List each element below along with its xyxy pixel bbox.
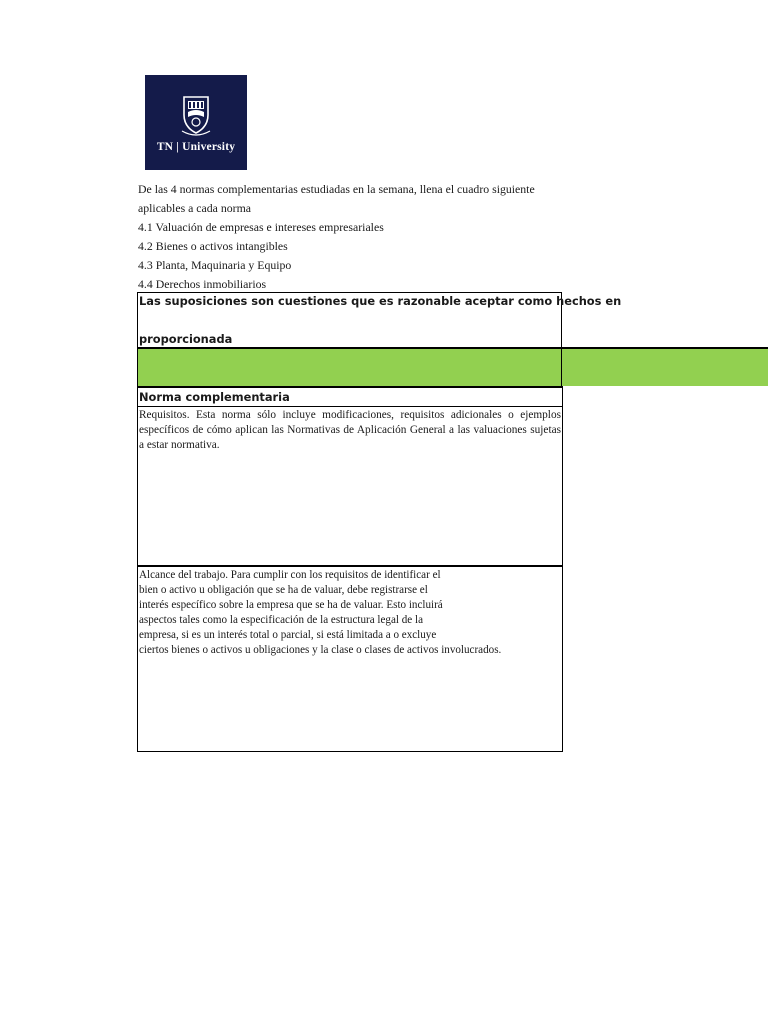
norm-item-4-4: 4.4 Derechos inmobiliarios: [138, 277, 267, 291]
norms-table: [137, 386, 563, 752]
norm-item-4-3: 4.3 Planta, Maquinaria y Equipo: [138, 258, 292, 272]
instruction-line: De las 4 normas complementarias estudiadas en la semana, llena el cuadro siguiente: [138, 182, 535, 196]
assumptions-line-2: proporcionada: [139, 332, 233, 346]
table-cell-alcance: [138, 567, 562, 751]
instruction-line: aplicables a cada norma: [138, 201, 251, 215]
table-cell-requisitos: Requisitos. Esta norma sólo incluye modificaciones, requisitos adicionales o ejemplos específicos de cómo aplican las Normativas de Aplicación General a las valuaciones sujetas a estar normativa.: [138, 407, 562, 567]
cell-line: interés específico sobre la empresa que se ha de valuar. Esto incluirá: [139, 599, 443, 611]
column-header: Norma complementaria: [138, 388, 562, 407]
university-crest-icon: [179, 93, 213, 137]
university-logo: [145, 75, 247, 170]
cell-line: bien o activo u obligación que se ha de valuar, debe registrarse el: [139, 584, 428, 596]
cell-line: ciertos bienes o activos u obligaciones y la clase o clases de activos involucrados.: [139, 644, 502, 656]
assumptions-header: [137, 292, 622, 348]
norm-item-4-2: 4.2 Bienes o activos intangibles: [138, 239, 288, 253]
cell-line: empresa, si es un interés total o parcial, si está limitada a o excluye: [139, 629, 437, 641]
green-cell-border: [137, 347, 562, 386]
instructions: [138, 180, 568, 294]
cell-line: aspectos tales como la especificación de la estructura legal de la: [139, 614, 423, 626]
norm-item-4-1: 4.1 Valuación de empresas e intereses empresariales: [138, 220, 384, 234]
cell-line: Alcance del trabajo. Para cumplir con los requisitos de identificar el: [139, 569, 441, 581]
assumptions-line-1: Las suposiciones son cuestiones que es razonable aceptar como hechos en: [139, 294, 622, 308]
logo-text: TN | University: [156, 141, 236, 153]
